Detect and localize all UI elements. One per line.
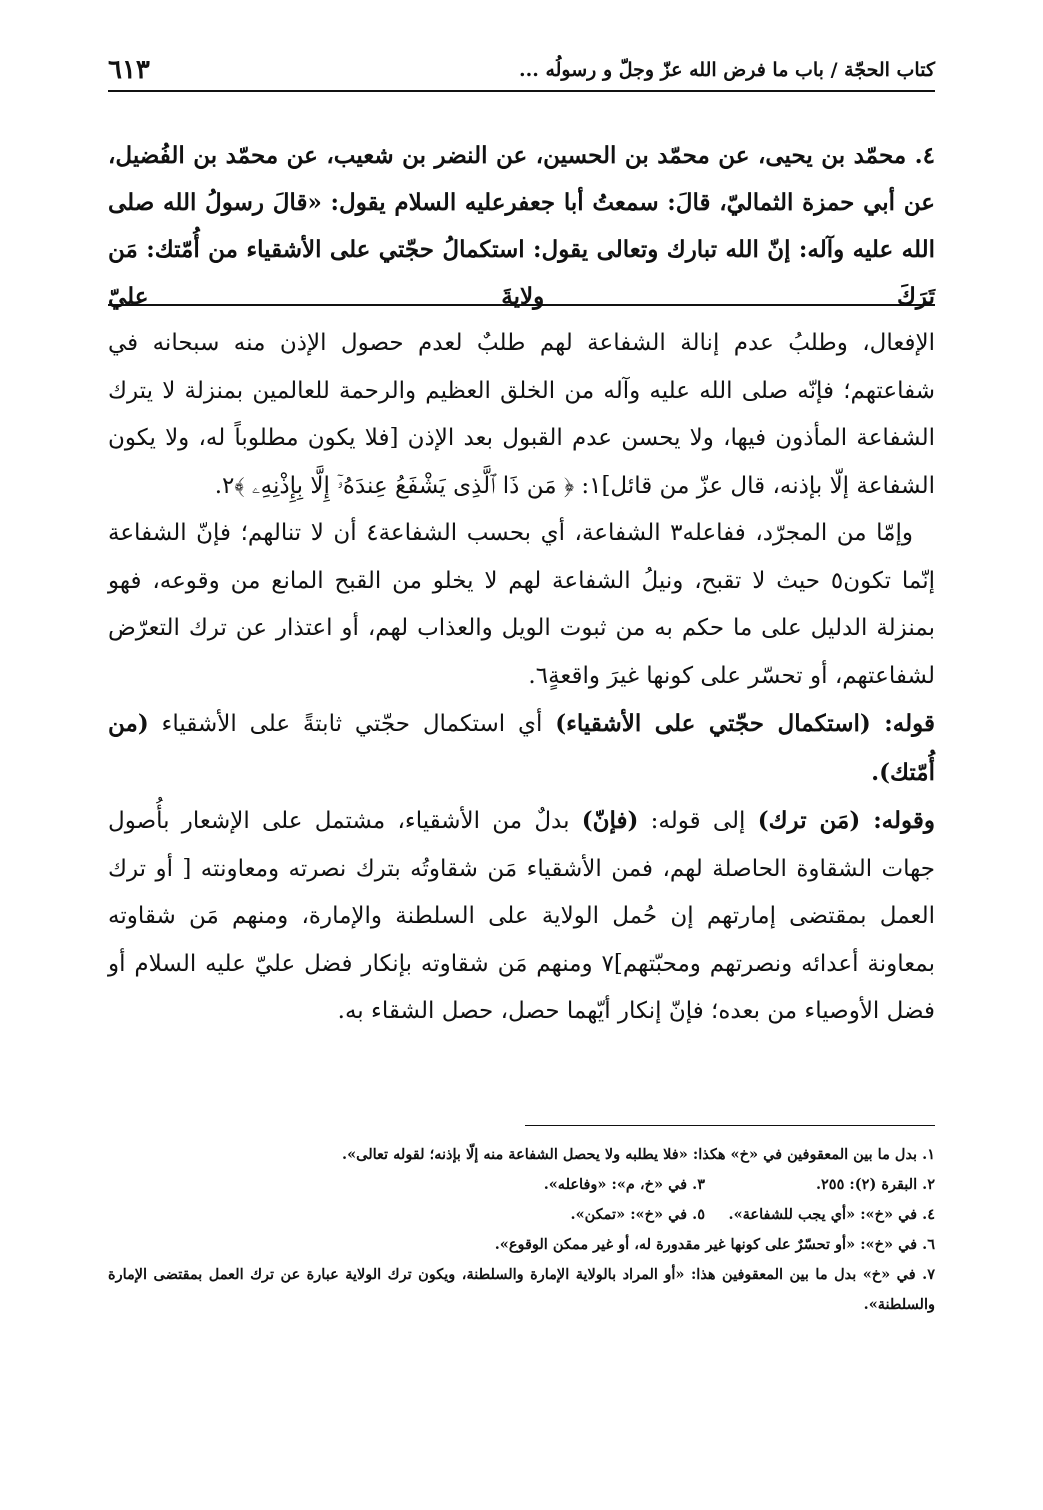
hadith-separator <box>108 304 935 306</box>
footnote-4: ٤. في «خ»: «أي يجب للشفاعة». <box>728 1206 935 1223</box>
quran-verse: ﴿ مَن ذَا ٱلَّذِى يَشْفَعُ عِندَهُۥٓ إِلَّا بِإِذْنِهِۦ ﴾ <box>234 472 575 499</box>
commentary-text: بدلٌ من الأشقياء، مشتمل على الإشعار بأُصول جهات الشقاوة الحاصلة لهم، فمن الأشقياء مَن شقاوتُه بترك نصرته ومعاونته [ أو ترك العمل بمقتضى إمارتهم إن حُمل الولاية على السلطنة والإمارة، ومنهم مَن شقاوته بمعاونة أعدائه ونصرتهم ومحبّتهم]٧ ومنهم مَن شقاوته بإنكار فضل عليّ عليه السلام أو فضل الأوصياء من بعده؛ فإنّ إنكار أيّهما حصل، حصل الشقاء به. <box>108 808 935 1024</box>
commentary-text: الإفعال، وطلبُ عدم إنالة الشفاعة لهم طلبٌ لعدم حصول الإذن منه سبحانه في شفاعتهم؛ فإنّه صلى الله عليه وآله من الخلق العظيم والرحمة للعالمين بمنزلة لا يترك الشفاعة المأذون فيها، ولا يحسن عدم القبول بعد الإذن [فلا يكون مطلوباً له، ولا يكون الشفاعة إلّا بإذنه، قال عزّ من قائل]١: <box>108 330 935 499</box>
footnote-5: ٥. في «خ»: «تمكن». <box>570 1206 705 1223</box>
page-header <box>108 50 935 92</box>
footnote-6: ٦. في «خ»: «أو تحسّرٌ على كونها غير مقدورة له، أو غير ممكن الوقوع». <box>494 1236 935 1253</box>
footnotes <box>108 1140 935 1320</box>
commentary-text: أي استكمال حجّتي ثابتةً على الأشقياء <box>148 711 556 737</box>
lemma-label: وقوله: (مَن ترك) <box>757 807 935 834</box>
footnote-1: ١. بدل ما بين المعقوفين في «خ» هكذا: «فلا يطلبه ولا يحصل الشفاعة منه إلّا بإذنه؛ لقوله تعالى». <box>342 1146 935 1163</box>
commentary-text: إلى قوله: <box>638 808 758 834</box>
footnote-separator <box>525 1125 935 1126</box>
commentary <box>108 320 935 1036</box>
footnote-3: ٣. في «خ، م»: «وفاعله». <box>543 1176 705 1193</box>
commentary-paragraph-4 <box>108 797 935 1036</box>
lemma-label: قوله: (استكمال حجّتي على الأشقياء) <box>555 710 935 737</box>
page-number: ٦١٣ <box>108 55 150 85</box>
running-title: كتاب الحجّة / باب ما فرض الله عزّ وجلّ و رسولُه ... <box>519 59 935 81</box>
lemma-label: (من أُمّتك). <box>108 710 935 786</box>
commentary-paragraph-2: وإمّا من المجرّد، ففاعله٣ الشفاعة، أي بحسب الشفاعة٤ أن لا تنالهم؛ فإنّ الشفاعة إنّما تكون٥ حيث لا تقبح، ونيلُ الشفاعة لهم لا يخلو من القبح المانع من وقوعه، فهو بمنزلة الدليل على ما حكم به من ثبوت الويل والعذاب لهم، أو اعتذار عن ترك التعرّض لشفاعتهم، أو تحسّر على كونها غيرَ واقعةٍ٦. <box>108 520 935 689</box>
commentary-paragraph-3 <box>108 700 935 797</box>
footnote-row <box>108 1170 935 1200</box>
footnote-2: ٢. البقرة (٢): ٢٥٥. <box>815 1176 935 1193</box>
hadith-text: ٤. محمّد بن يحيى، عن محمّد بن الحسين، عن النضر بن شعيب، عن محمّد بن الفُضيل، عن أبي حمزة الثماليّ، قالَ: سمعتُ أبا جعفرعليه السلام يقول: «قالَ رسولُ الله صلى الله عليه وآله: إنّ الله تبارك وتعالى يقول: استكمالُ حجّتي على الأشقياء من أُمّتك: مَن تَرَكَ ولايةَ عليّ <box>108 142 935 310</box>
commentary-paragraph-1 <box>108 320 935 510</box>
footnote-row <box>108 1200 935 1230</box>
footnote-7: ٧. في «خ» بدل ما بين المعقوفين هذا: «أو المراد بالولاية الإمارة والسلطنة، ويكون ترك الولاية عبارة عن ترك العمل بمقتضى الإمارة والسلطنة». <box>108 1266 935 1313</box>
lemma-label: (فإنّ) <box>581 807 639 834</box>
footnote-ref: ٢. <box>214 472 235 499</box>
